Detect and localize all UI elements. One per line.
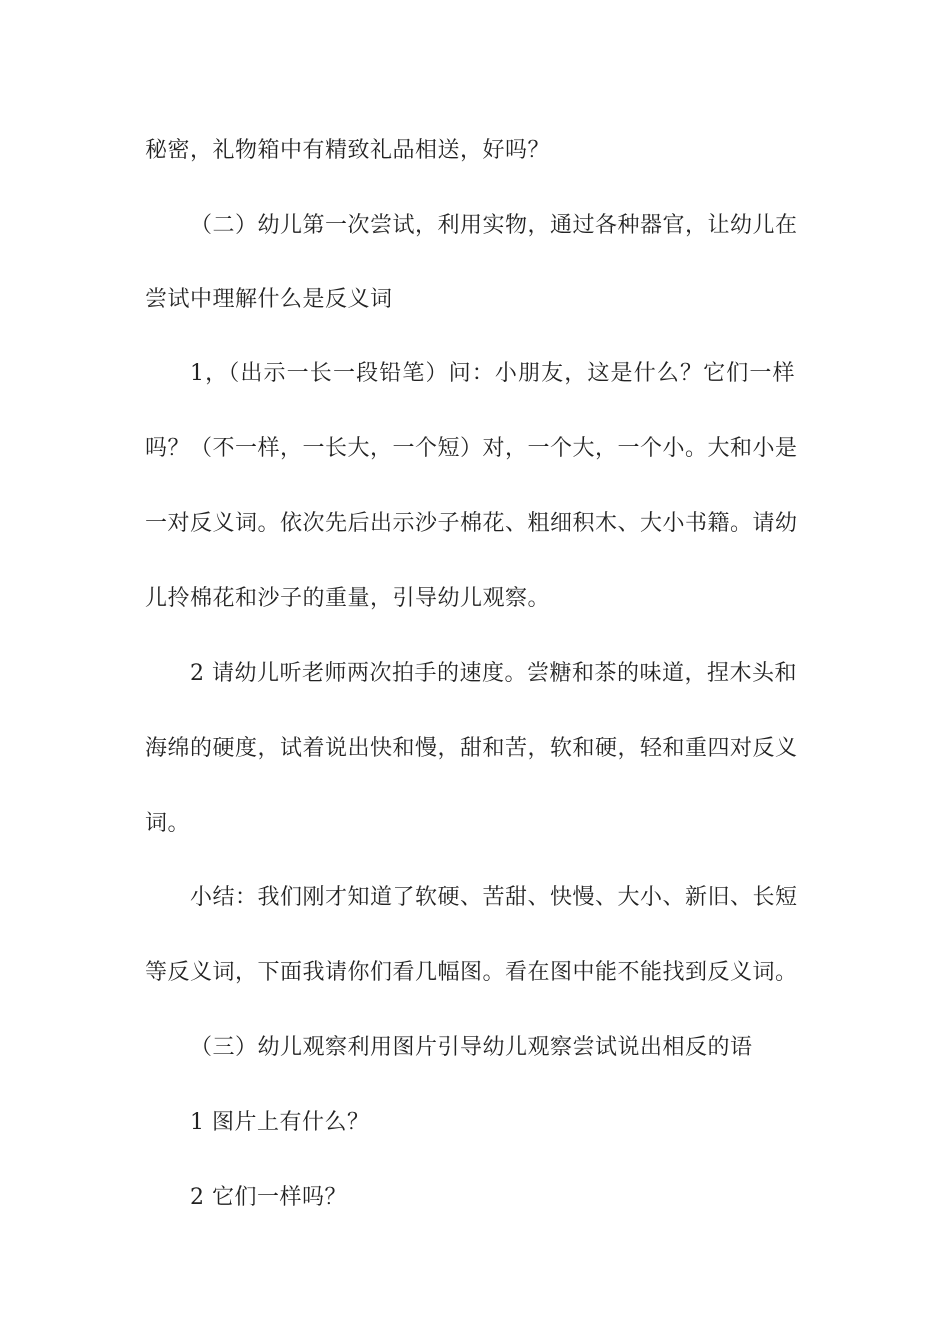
paragraph-line: 吗？（不一样，一长大，一个短）对，一个大，一个小。大和小是 [145, 436, 798, 461]
paragraph-line: 海绵的硬度，试着说出快和慢，甜和苦，软和硬，轻和重四对反义 [145, 736, 798, 761]
paragraph-line: 等反义词，下面我请你们看几幅图。看在图中能不能找到反义词。 [145, 960, 798, 985]
paragraph-line: 2 请幼儿听老师两次拍手的速度。尝糖和茶的味道，捏木头和 [190, 661, 797, 686]
paragraph-line: （三）幼儿观察利用图片引导幼儿观察尝试说出相反的语 [190, 1035, 753, 1060]
paragraph-line: 尝试中理解什么是反义词 [145, 287, 393, 312]
paragraph-line: 一对反义词。依次先后出示沙子棉花、粗细积木、大小书籍。请幼 [145, 511, 798, 536]
paragraph-line: 1 图片上有什么？ [190, 1110, 370, 1135]
paragraph-line: 秘密，礼物箱中有精致礼品相送，好吗？ [145, 138, 551, 163]
paragraph-line: 1，（出示一长一段铅笔）问：小朋友，这是什么？它们一样 [190, 361, 795, 386]
paragraph-line: 小结：我们刚才知道了软硬、苦甜、快慢、大小、新旧、长短 [190, 885, 798, 910]
paragraph-line: （二）幼儿第一次尝试，利用实物，通过各种器官，让幼儿在 [190, 213, 798, 238]
paragraph-line: 词。 [145, 811, 191, 836]
paragraph-line: 2 它们一样吗？ [190, 1185, 347, 1210]
paragraph-line: 儿拎棉花和沙子的重量，引导幼儿观察。 [145, 586, 551, 611]
